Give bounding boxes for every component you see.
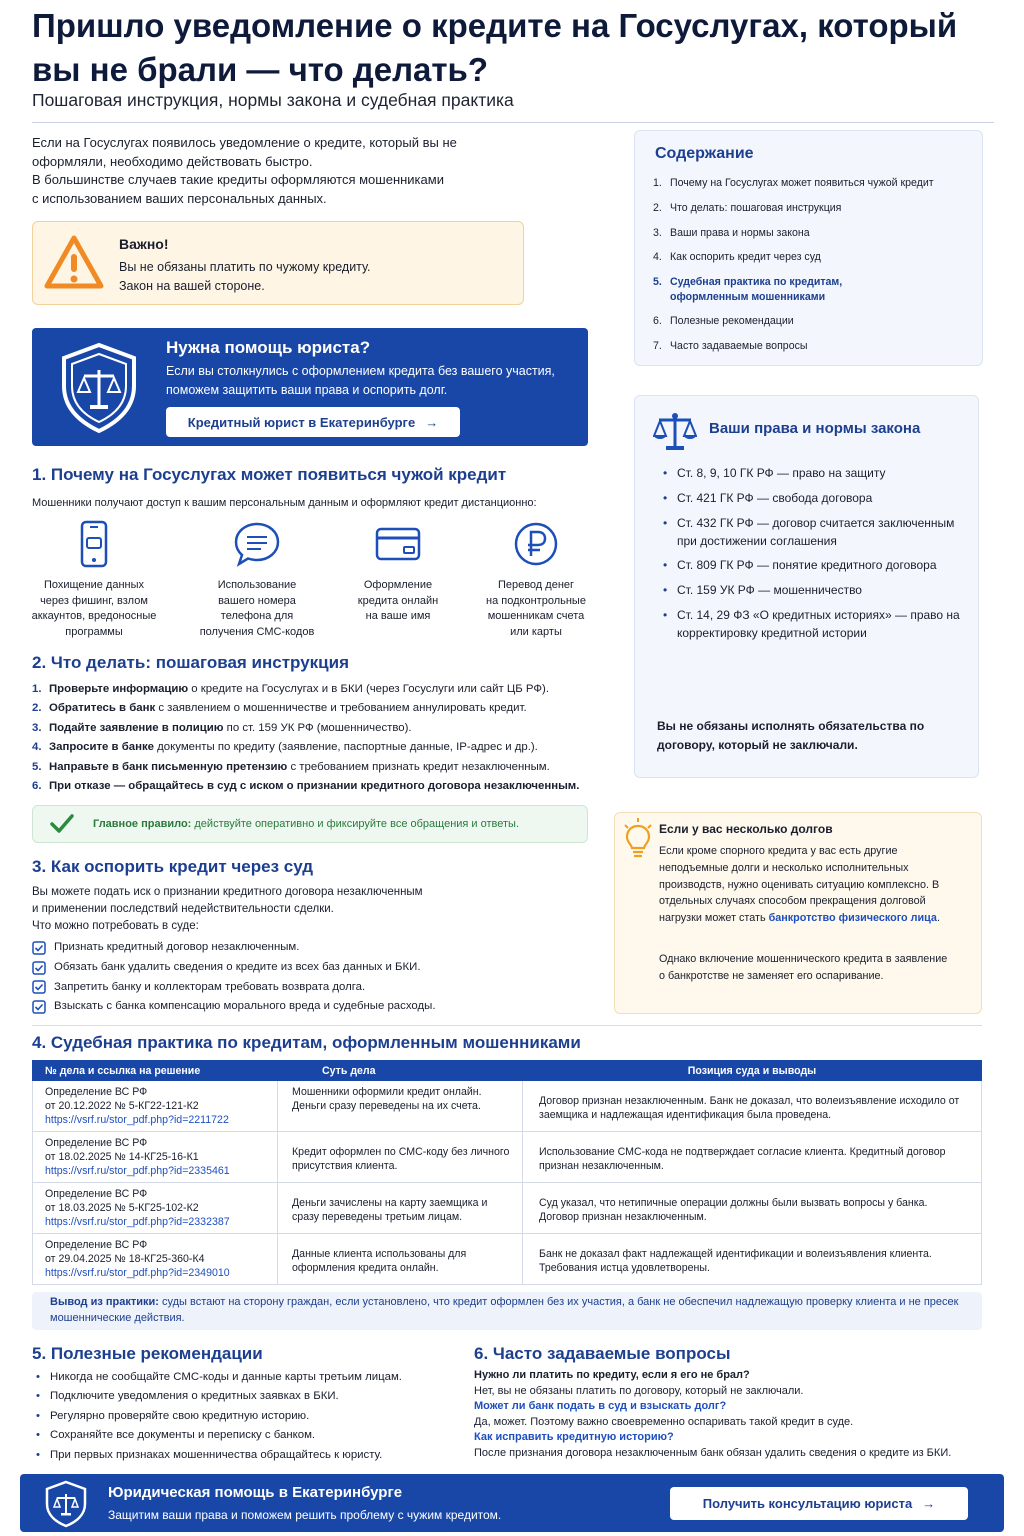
section6-title: 6. Часто задаваемые вопросы [474, 1344, 731, 1363]
rights-item: • Ст. 8, 9, 10 ГК РФ — право на защиту [663, 464, 963, 482]
step-number: 2. [32, 702, 42, 715]
essence-cell: Данные клиента использованы для оформления кредита онлайн. [278, 1234, 523, 1285]
recommendation-item: • Никогда не сообщайте СМС-коды и данные карты третьим лицам. [32, 1368, 452, 1387]
table-row [33, 1132, 982, 1183]
step-bold: При отказе — обращайтесь в суд с иском о признании кредитного договора незаключенным. [49, 780, 580, 793]
toc-number: 2. [653, 201, 662, 214]
fraud-methods [32, 520, 588, 640]
toc-item[interactable] [653, 201, 973, 216]
important-line: Закон на вашей стороне. [119, 279, 265, 293]
step-text: документы по кредиту (заявление, паспортные данные, IP-адрес и др.). [154, 741, 538, 754]
step-item [32, 699, 592, 718]
toc-label: Как оспорить кредит через суд [670, 251, 821, 264]
toc-item[interactable] [653, 314, 973, 329]
toc-list [653, 176, 973, 364]
case-cell [33, 1132, 278, 1183]
fraud-method-line: вашего номера [218, 594, 296, 607]
chat-bubble-icon [233, 520, 281, 568]
check-box-icon [32, 980, 46, 994]
intro-text [32, 134, 502, 208]
important-line: Вы не обязаны платить по чужому кредиту. [119, 260, 371, 274]
table-row [33, 1234, 982, 1285]
conclusion-bold: Вывод из практики: [50, 1296, 159, 1308]
step-bold: Запросите в банке [49, 741, 154, 754]
court-practice-table [32, 1060, 982, 1285]
footer-banner [20, 1474, 1004, 1532]
step-text: с заявлением о мошенничестве и требованием аннулировать кредит. [155, 702, 527, 715]
fraud-method-line: кредита онлайн [357, 594, 439, 607]
phone-icon [74, 520, 114, 568]
faq-question: Нужно ли платить по кредиту, если я его не брал? [474, 1369, 750, 1381]
case-link[interactable]: https://vsrf.ru/stor_pdf.php?id=2335461 [45, 1165, 230, 1177]
faq-answer: Да, может. Поэтому важно своевременно оспаривать такой кредит в суде. [474, 1415, 854, 1428]
get-consultation-button[interactable] [670, 1487, 968, 1520]
step-item [32, 758, 592, 777]
step-number: 6. [32, 780, 42, 793]
case-cell [33, 1081, 278, 1132]
section2-title: 2. Что делать: пошаговая инструкция [32, 653, 349, 672]
position-cell: Банк не доказал факт надлежащей идентификации и волеизъявления клиента. Требования истца удовлетворены. [523, 1234, 982, 1285]
rights-list [663, 464, 963, 649]
shield-scales-icon [58, 342, 140, 434]
court-intro-line: Вы можете подать иск о признании кредитного договора незаключенным [32, 886, 423, 898]
toc-number: 4. [653, 251, 662, 264]
multiple-debts-callout [614, 812, 982, 1014]
faq-list [474, 1368, 984, 1462]
court-demand-item [32, 958, 592, 978]
checkmark-icon [49, 812, 75, 836]
credit-lawyer-button[interactable] [166, 407, 460, 437]
case-title: Определение ВС РФ [45, 1188, 148, 1200]
fraud-method-line: Использование [217, 579, 297, 591]
toc-item[interactable] [653, 226, 973, 241]
toc-label-line: оформленным мошенниками [670, 290, 826, 303]
position-cell: Использование СМС-кода не подтверждает согласие клиента. Кредитный договор признан незаключенным. [523, 1132, 982, 1183]
footer-title: Юридическая помощь в Екатеринбурге [108, 1484, 403, 1501]
case-link[interactable]: https://vsrf.ru/stor_pdf.php?id=2332387 [45, 1216, 230, 1228]
debts-body: Если кроме спорного кредита у вас есть другие неподъемные долги и несколько исполнительных производств, нужно оценивать ситуацию комплексно. В отдельных случаях способом прекращения долговой нагрузки может стать [659, 845, 940, 925]
court-intro-line: Что можно потребовать в суде: [32, 920, 199, 932]
recommendation-item: • Подключите уведомления о кредитных заявках в БКИ. [32, 1387, 452, 1406]
case-link[interactable]: https://vsrf.ru/stor_pdf.php?id=2211722 [45, 1114, 229, 1126]
step-item [32, 680, 592, 699]
check-box-icon [32, 941, 46, 955]
case-number: от 18.03.2025 № 5-КГ25-102-К2 [45, 1202, 199, 1214]
rights-item: • Ст. 809 ГК РФ — понятие кредитного договора [663, 556, 963, 574]
table-of-contents [634, 130, 983, 366]
column-header: Суть дела [278, 1061, 523, 1081]
toc-number: 5. [653, 276, 662, 289]
section5-title: 5. Полезные рекомендации [32, 1344, 263, 1363]
table-row [33, 1081, 982, 1132]
footer-subtitle: Защитим ваши права и поможем решить проблему с чужим кредитом. [108, 1508, 502, 1522]
fraud-method-line: Похищение данных [43, 579, 145, 591]
rights-item: • Ст. 432 ГК РФ — договор считается заключенным при достижении соглашения [663, 514, 963, 550]
main-rule-callout [32, 805, 588, 843]
rights-panel [634, 395, 979, 778]
faq-question[interactable]: Может ли банк подать в суд и взыскать долг? [474, 1400, 727, 1413]
button-label: Получить консультацию юриста [702, 1496, 913, 1511]
fraud-method-line: аккаунтов, вредоносные [31, 610, 157, 622]
recommendation-item: • При первых признаках мошенничества обращайтесь к юристу. [32, 1446, 452, 1465]
column-header: Позиция суда и выводы [523, 1061, 982, 1081]
case-cell [33, 1234, 278, 1285]
recommendations-list [32, 1368, 452, 1465]
table-header-row [33, 1061, 982, 1081]
main-rule-text [93, 818, 519, 830]
essence-cell: Деньги зачислены на карту заемщика и сразу переведены третьим лицам. [278, 1183, 523, 1234]
ruble-icon [512, 520, 560, 568]
court-demand-item [32, 938, 592, 958]
fraud-method-item [24, 520, 164, 640]
divider [32, 1025, 982, 1026]
intro-line: с использованием ваших персональных данных. [32, 190, 327, 206]
fraud-method-item [328, 520, 468, 625]
essence-cell: Мошенники оформили кредит онлайн. Деньги сразу переведены на их счета. [278, 1081, 523, 1132]
fraud-method-line: мошенникам счета [487, 610, 585, 622]
case-title: Определение ВС РФ [45, 1086, 148, 1098]
step-text: по ст. 159 УК РФ (мошенничество). [223, 721, 412, 734]
case-number: от 29.04.2025 № 18-КГ25-360-К4 [45, 1253, 205, 1265]
toc-label [670, 275, 842, 304]
step-text: о кредите на Госуслугах и в БКИ (через Госуслуги или сайт ЦБ РФ). [188, 683, 549, 695]
important-text [119, 258, 371, 296]
warning-icon [43, 234, 105, 292]
toc-number: 6. [653, 315, 662, 328]
step-bold: Проверьте информацию [49, 683, 189, 695]
section3-title: 3. Как оспорить кредит через суд [32, 857, 314, 876]
important-title: Важно! [119, 236, 169, 252]
fraud-method-line: получения СМС-кодов [199, 625, 315, 638]
column-header: № дела и ссылка на решение [33, 1061, 278, 1081]
section1-title: 1. Почему на Госуслугах может появиться чужой кредит [32, 465, 507, 484]
main-rule-body: действуйте оперативно и фиксируйте все обращения и ответы. [191, 818, 520, 830]
arrow-right-icon: → [425, 414, 439, 430]
step-number: 5. [32, 760, 42, 773]
step-item [32, 777, 592, 796]
court-demand-text: Признать кредитный договор незаключенным. [54, 941, 300, 953]
debts-text: Если кроме спорного кредита у вас есть другие неподъемные долги и несколько исполнительных производств, нужно оценивать ситуацию комплексно. В отдельных случаях способом прекращения долговой нагрузки может стать банкротство физического лица. [659, 845, 940, 925]
court-demand-text: Взыскать с банка компенсацию морального вреда и судебные расходы. [54, 1000, 436, 1013]
debts-title: Если у вас несколько долгов [659, 822, 833, 836]
rights-note: Вы не обязаны исполнять обязательства по договору, который не заключали. [657, 719, 925, 752]
toc-item-active[interactable] [653, 275, 973, 304]
step-item [32, 719, 592, 738]
fraud-method-line: программы [65, 625, 123, 638]
toc-label-line: Судебная практика по кредитам, [670, 276, 843, 289]
rights-item: • Ст. 421 ГК РФ — свобода договора [663, 489, 963, 507]
fraud-method-line: через фишинг, взлом [40, 594, 148, 607]
step-number: 3. [32, 721, 42, 734]
table-row [33, 1183, 982, 1234]
conclusion-text: суды встают на сторону граждан, если установлено, что кредит оформлен без их участия, а банк не обеспечил надлежащую проверку клиента и не пресек мошеннические действия. [50, 1296, 959, 1324]
page-subtitle: Пошаговая инструкция, нормы закона и судебная практика [32, 90, 514, 110]
fraud-method-line: на ваше имя [365, 610, 431, 622]
check-box-icon [32, 961, 46, 975]
bank-card-icon [374, 520, 422, 568]
section4-title: 4. Судебная практика по кредитам, оформленным мошенниками [32, 1033, 581, 1052]
case-cell [33, 1183, 278, 1234]
intro-line: В большинстве случаев такие кредиты оформляются мошенниками [32, 172, 444, 187]
button-label: Кредитный юрист в Екатеринбурге [187, 414, 416, 430]
section1-lead: Мошенники получают доступ к вашим персональным данным и оформляют кредит дистанционно: [32, 497, 537, 509]
recommendation-item: • Сохраняйте все документы и переписку с банком. [32, 1426, 452, 1445]
court-demand-item [32, 997, 592, 1017]
help-text [166, 362, 586, 400]
important-callout [32, 221, 524, 305]
position-cell: Суд указал, что нетипичные операции должны были вызвать вопросы у банка. Договор признан незаключенным. [523, 1183, 982, 1234]
court-demands-list [32, 938, 592, 1017]
fraud-method-line: Оформление [363, 579, 433, 591]
faq-question[interactable]: Как исправить кредитную историю? [474, 1431, 674, 1444]
toc-number: 7. [653, 340, 662, 353]
faq-answer: Нет, вы не обязаны платить по договору, который не заключали. [474, 1384, 804, 1397]
rights-item: • Ст. 14, 29 ФЗ «О кредитных историях» — право на корректировку кредитной истории [663, 606, 963, 642]
case-number: от 18.02.2025 № 14-КГ25-16-К1 [45, 1151, 199, 1163]
check-box-icon [32, 1000, 46, 1014]
faq-answer: После признания договора незаключенным банк обязан удалить сведения о кредите из БКИ. [474, 1446, 952, 1459]
case-number: от 20.12.2022 № 5-КГ22-121-К2 [45, 1100, 199, 1112]
court-demand-text: Запретить банку и коллекторам требовать возврата долга. [54, 980, 366, 993]
fraud-method-line: Перевод денег [497, 579, 575, 591]
essence-cell: Кредит оформлен по СМС-коду без личного присутствия клиента. [278, 1132, 523, 1183]
intro-line: Если на Госуслугах появилось уведомление о кредите, который вы не [32, 135, 457, 150]
toc-label: Почему на Госуслугах может появиться чужой кредит [670, 177, 934, 189]
lightbulb-icon [621, 817, 655, 861]
recommendation-item: • Регулярно проверяйте свою кредитную историю. [32, 1407, 452, 1426]
position-cell: Договор признан незаключенным. Банк не доказал, что волеизъявление исходило от заемщика и надлежащая идентификация была проведена. [523, 1081, 982, 1132]
help-line: поможем защитить ваши права и оспорить долг. [166, 383, 448, 397]
fraud-method-item [187, 520, 327, 640]
rights-item: • Ст. 159 УК РФ — мошенничество [663, 581, 963, 599]
scales-icon [653, 410, 697, 452]
fraud-method-line: или карты [510, 625, 562, 638]
fraud-method-line: телефона для [220, 610, 294, 622]
main-rule-bold: Главное правило: [93, 818, 192, 830]
toc-label: Ваши права и нормы закона [670, 226, 810, 239]
toc-label: Полезные рекомендации [670, 315, 794, 328]
toc-label: Что делать: пошаговая инструкция [670, 201, 842, 214]
rights-title: Ваши права и нормы закона [709, 420, 921, 437]
step-number: 1. [32, 683, 42, 695]
case-title: Определение ВС РФ [45, 1239, 148, 1251]
toc-number: 3. [653, 226, 662, 239]
step-bold: Обратитесь в банк [49, 702, 156, 715]
step-text: с требованием признать кредит незаключенным. [287, 760, 550, 773]
steps-list [32, 680, 592, 796]
practice-conclusion [32, 1292, 982, 1330]
page-title: Пришло уведомление о кредите на Госуслугах, который вы не брали — что делать? [32, 7, 958, 88]
step-bold: Направьте в банк письменную претензию [49, 760, 288, 773]
step-bold: Подайте заявление в полицию [49, 721, 224, 734]
divider [32, 122, 994, 123]
toc-number: 1. [653, 177, 662, 189]
court-demand-text: Обязать банк удалить сведения о кредите из всех баз данных и БКИ. [54, 960, 421, 973]
toc-title: Содержание [655, 145, 754, 162]
court-intro-line: и применении последствий недействительности сделки. [32, 903, 334, 915]
case-link[interactable]: https://vsrf.ru/stor_pdf.php?id=2349010 [45, 1267, 230, 1279]
shield-scales-icon [44, 1480, 88, 1528]
lawyer-help-banner [32, 328, 588, 446]
court-demand-item [32, 978, 592, 998]
help-line: Если вы столкнулись с оформлением кредита без вашего участия, [166, 364, 555, 378]
toc-item[interactable] [653, 176, 973, 191]
court-intro [32, 884, 472, 935]
fraud-method-item [466, 520, 606, 640]
step-number: 4. [32, 741, 42, 754]
bankruptcy-link[interactable]: банкротство физического лица [768, 912, 937, 925]
toc-label: Часто задаваемые вопросы [670, 340, 808, 353]
toc-item[interactable] [653, 339, 973, 354]
intro-line: оформляли, необходимо действовать быстро. [32, 153, 313, 169]
case-title: Определение ВС РФ [45, 1137, 148, 1149]
toc-item[interactable] [653, 250, 973, 265]
help-title: Нужна помощь юриста? [166, 338, 371, 357]
arrow-right-icon: → [922, 1496, 936, 1511]
debts-note: Однако включение мошеннического кредита в заявление о банкротстве не заменяет его оспаривание. [659, 953, 948, 982]
step-item [32, 738, 592, 757]
fraud-method-line: на подконтрольные [486, 594, 586, 607]
